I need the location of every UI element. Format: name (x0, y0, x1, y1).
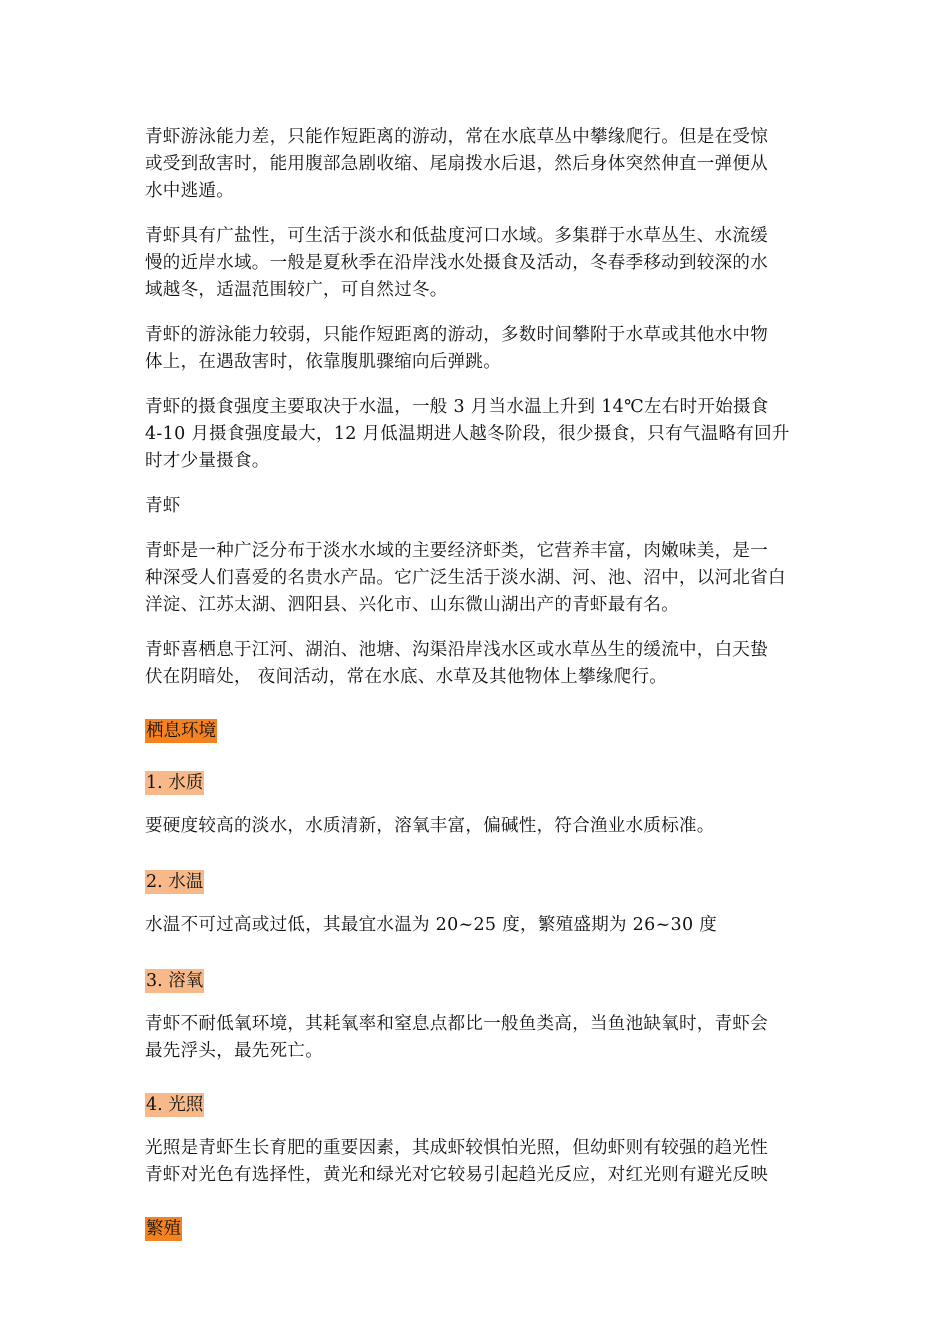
paragraph-habitat-description: 青虾喜栖息于江河、湖泊、池塘、沟渠沿岸浅水区或水草丛生的缓流中，白天蛰 伏在阴暗处， 夜间活动，常在水底、水草及其他物体上攀缘爬行。 (145, 640, 768, 687)
paragraph-water-temperature: 水温不可过高或过低，其最宜水温为 20~25 度，繁殖盛期为 26~30 度 (145, 915, 718, 935)
document-body (145, 124, 815, 1259)
paragraph-dissolved-oxygen: 青虾不耐低氧环境，其耗氧率和窒息点都比一般鱼类高，当鱼池缺氧时，青虾会 最先浮头，最先死亡。 (145, 1014, 768, 1061)
heading-water-temperature: 2. 水温 (146, 872, 204, 892)
paragraph-salinity: 青虾具有广盐性，可生活于淡水和低盐度河口水域。多集群于水草丛生、水流缓 慢的近岸水域。一般是夏秋季在沿岸浅水处摄食及活动，冬春季移动到较深的水 域越冬，适温范围较广，可自然过冬。 (145, 226, 768, 300)
heading-water-quality: 1. 水质 (146, 773, 204, 793)
heading-habitat: 栖息环境 (146, 721, 216, 741)
paragraph-feeding: 青虾的摄食强度主要取决于水温，一般 3 月当水温上升到 14℃左右时开始摄食 4-10 月摄食强度最大，12 月低温期进人越冬阶段，很少摄食，只有气温略有回升 时才少量摄食。 (145, 397, 790, 471)
paragraph-weak-swimming: 青虾的游泳能力较弱，只能作短距离的游动，多数时间攀附于水草或其他水中物 体上，在遇敌害时，依靠腹肌骤缩向后弹跳。 (145, 325, 768, 372)
paragraph-light: 光照是青虾生长育肥的重要因素，其成虾较惧怕光照，但幼虾则有较强的趋光性 青虾对光色有选择性，黄光和绿光对它较易引起趋光反应，对红光则有避光反映 (145, 1138, 768, 1185)
heading-light: 4. 光照 (146, 1095, 204, 1115)
paragraph-introduction: 青虾是一种广泛分布于淡水水域的主要经济虾类，它营养丰富，肉嫩味美，是一 种深受人们喜爱的名贵水产品。它广泛生活于淡水湖、河、池、沼中，以河北省白 洋淀、江苏太湖、泗阳县、兴化市、山东微山湖出产的青虾最有名。 (145, 541, 786, 615)
heading-breeding: 繁殖 (146, 1219, 181, 1239)
paragraph-swimming-ability: 青虾游泳能力差，只能作短距离的游动，常在水底草丛中攀缘爬行。但是在受惊 或受到敌害时，能用腹部急剧收缩、尾扇拨水后退，然后身体突然伸直一弹便从 水中逃遁。 (145, 127, 768, 201)
heading-dissolved-oxygen: 3. 溶氧 (146, 971, 204, 991)
paragraph-water-quality: 要硬度较高的淡水，水质清新，溶氧丰富，偏碱性，符合渔业水质标准。 (145, 816, 715, 836)
paragraph-title-shrimp: 青虾 (145, 496, 181, 516)
